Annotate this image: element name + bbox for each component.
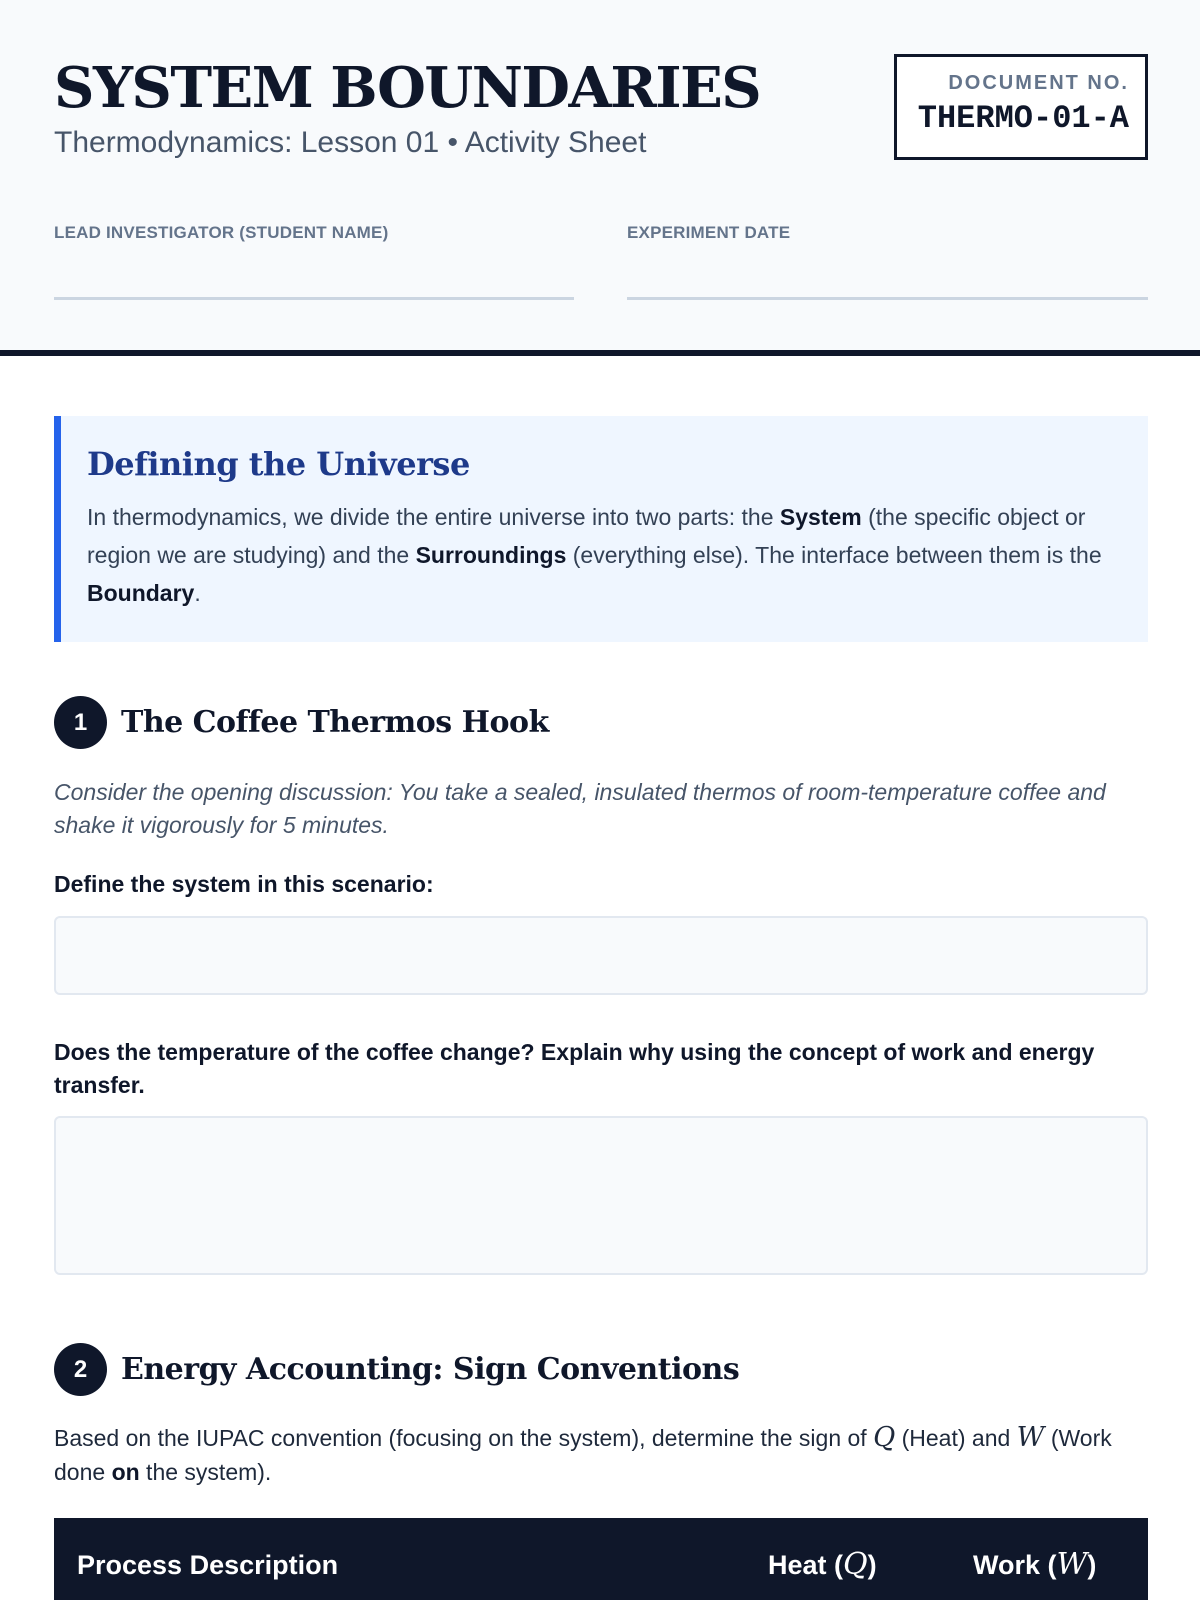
- section-1-title: The Coffee Thermos Hook: [121, 705, 549, 740]
- student-name-field[interactable]: [54, 297, 574, 300]
- work-variable: W: [1016, 1422, 1045, 1453]
- column-header-work: [973, 1545, 1096, 1585]
- question-2-answer-box[interactable]: [54, 1116, 1148, 1275]
- experiment-date-label: EXPERIMENT DATE: [627, 223, 791, 242]
- description-part: the system).: [139, 1459, 272, 1485]
- document-number-label: DOCUMENT NO.: [948, 72, 1129, 94]
- work-variable: W: [1056, 1547, 1088, 1582]
- column-header-text: ): [867, 1550, 877, 1580]
- question-2-label: Does the temperature of the coffee change? Explain why using the concept of work and energy transfer.: [54, 1039, 1095, 1098]
- document-number: THERMO-01-A: [917, 100, 1129, 137]
- callout-text: [87, 498, 1108, 612]
- column-header-text: Heat (: [768, 1550, 844, 1580]
- column-header-heat: [768, 1545, 877, 1585]
- document-header: [0, 0, 1200, 356]
- document-number-box: [894, 54, 1148, 160]
- page-title: SYSTEM BOUNDARIES: [54, 55, 761, 121]
- heat-variable: Q: [873, 1422, 896, 1453]
- section-2-title: Energy Accounting: Sign Conventions: [121, 1352, 740, 1387]
- callout-text-part: (everything else). The interface between them is the: [566, 542, 1102, 568]
- column-header-text: ): [1087, 1550, 1097, 1580]
- emphasis-on: on: [111, 1459, 140, 1485]
- section-2-number-badge: 2: [54, 1343, 107, 1396]
- description-part: Based on the IUPAC convention (focusing on the system), determine the sign of: [54, 1425, 874, 1451]
- term-surroundings: Surroundings: [415, 542, 567, 568]
- page-subtitle: Thermodynamics: Lesson 01 • Activity Sheet: [54, 126, 647, 159]
- description-part: (Work done: [54, 1425, 1112, 1485]
- section-1-intro: Consider the opening discussion: You take a sealed, insulated thermos of room-temperature coffee and shake it vigorously for 5 minutes.: [54, 779, 1106, 838]
- column-header-text: Work (: [973, 1550, 1057, 1580]
- student-name-label: LEAD INVESTIGATOR (STUDENT NAME): [54, 223, 389, 242]
- heat-variable: Q: [843, 1547, 868, 1582]
- term-boundary: Boundary: [87, 580, 195, 606]
- definition-callout: [54, 416, 1148, 642]
- sign-convention-table-header: [54, 1518, 1148, 1600]
- callout-text-part: (the specific object or region we are studying) and the: [87, 504, 1086, 568]
- section-2-description: [54, 1421, 1148, 1489]
- term-system: System: [779, 504, 862, 530]
- question-1-answer-box[interactable]: [54, 916, 1148, 995]
- experiment-date-field[interactable]: [627, 297, 1148, 300]
- question-1-label: Define the system in this scenario:: [54, 871, 434, 897]
- section-1-number-badge: 1: [54, 696, 107, 749]
- callout-text-part: In thermodynamics, we divide the entire universe into two parts: the: [87, 504, 780, 530]
- callout-title: Defining the Universe: [87, 445, 470, 483]
- column-header-process: Process Description: [77, 1550, 339, 1580]
- callout-text-part: .: [194, 580, 201, 606]
- description-part: (Heat) and: [895, 1425, 1017, 1451]
